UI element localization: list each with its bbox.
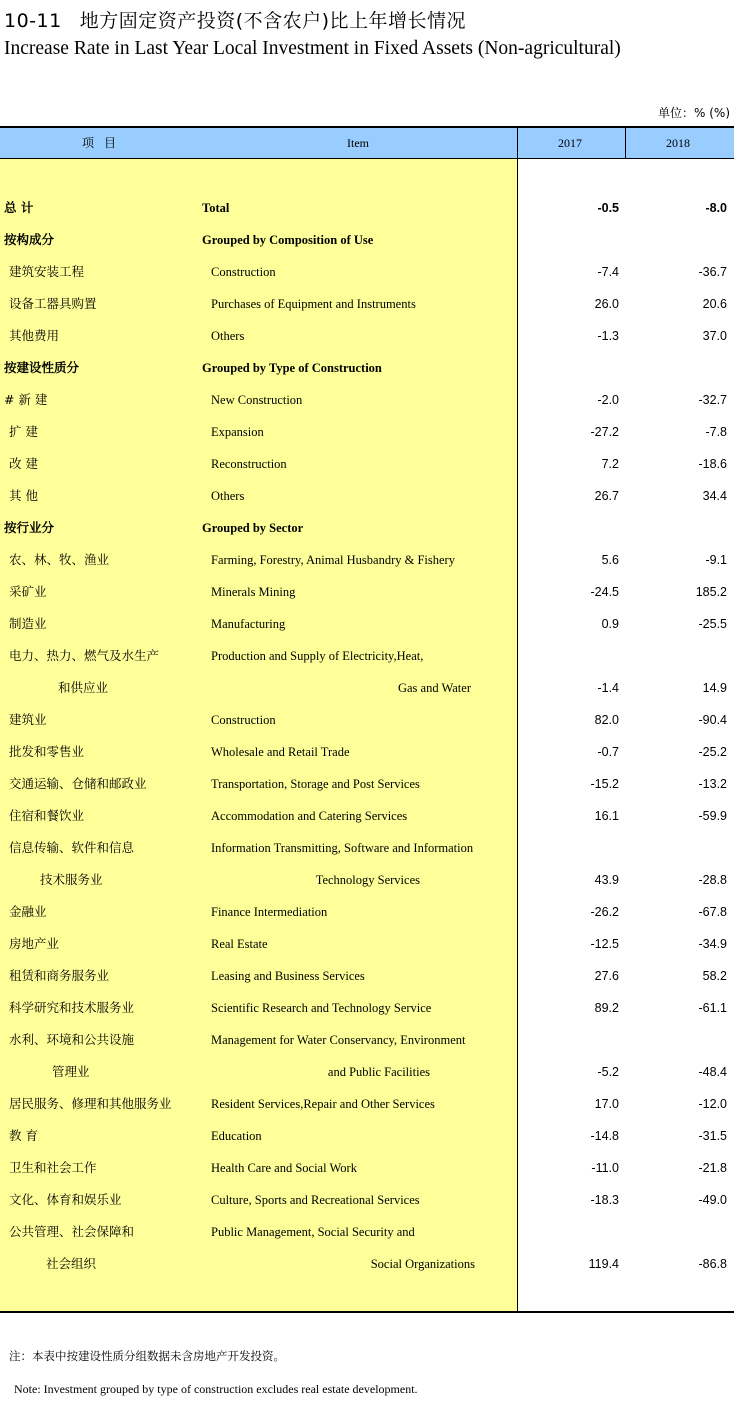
header-year-2017: 2017 <box>558 136 582 150</box>
table-row <box>0 352 734 384</box>
row-label-en: Farming, Forestry, Animal Husbandry & Fishery <box>211 553 455 567</box>
table-row <box>0 1120 734 1152</box>
value-2018: -59.9 <box>698 809 727 823</box>
table-row <box>0 288 734 320</box>
value-2017: -26.2 <box>590 905 619 919</box>
row-label-cn: 制造业 <box>9 616 47 631</box>
header-item-cn: 项目 <box>82 136 127 150</box>
value-2018: 58.2 <box>702 969 727 983</box>
header-item-en: Item <box>347 136 369 150</box>
row-label-cn: 居民服务、修理和其他服务业 <box>9 1096 172 1111</box>
row-label-en: Expansion <box>211 425 264 439</box>
row-label-cn: 电力、热力、燃气及水生产 <box>9 648 160 663</box>
value-2017: -1.3 <box>597 329 619 343</box>
table-row <box>0 928 734 960</box>
table-row <box>0 1248 734 1280</box>
value-2017: 7.2 <box>601 457 619 471</box>
value-2018: -18.6 <box>698 457 727 471</box>
row-label-en: Total <box>202 201 230 215</box>
row-label-cn: 农、林、牧、渔业 <box>9 552 110 567</box>
row-label-cn: 和供应业 <box>58 680 109 695</box>
row-label-en: Finance Intermediation <box>211 905 328 919</box>
row-label-cn: 科学研究和技术服务业 <box>9 1000 135 1015</box>
value-2018: 37.0 <box>702 329 727 343</box>
value-2017: 43.9 <box>594 873 619 887</box>
header-divider <box>517 128 518 158</box>
value-2018: 34.4 <box>702 489 727 503</box>
value-2018: -25.5 <box>698 617 727 631</box>
row-label-cn: 卫生和社会工作 <box>9 1160 97 1175</box>
value-2018: -13.2 <box>698 777 727 791</box>
value-2018: -49.0 <box>698 1193 727 1207</box>
value-2018: -28.8 <box>698 873 727 887</box>
value-2018: -9.1 <box>705 553 727 567</box>
row-label-en: Others <box>211 329 245 343</box>
row-label-cn: 其 他 <box>9 488 38 503</box>
value-2017: 26.0 <box>594 297 619 311</box>
row-label-en: Wholesale and Retail Trade <box>211 745 350 759</box>
row-label-cn: # 新 建 <box>4 392 48 407</box>
row-label-cn: 其他费用 <box>9 328 60 343</box>
row-label-en: Minerals Mining <box>211 585 296 599</box>
row-label-en: Grouped by Composition of Use <box>202 233 374 247</box>
row-label-cn: 采矿业 <box>9 584 47 599</box>
table-row <box>0 704 734 736</box>
table-row <box>0 1152 734 1184</box>
value-2017: -11.0 <box>591 1161 619 1175</box>
row-label-cn: 按行业分 <box>4 520 55 535</box>
row-label-cn: 改 建 <box>9 456 38 471</box>
value-2018: -36.7 <box>698 265 727 279</box>
row-label-cn: 批发和零售业 <box>9 744 85 759</box>
row-label-en: Management for Water Conservancy, Environment <box>211 1033 466 1047</box>
value-2017: -14.8 <box>590 1129 619 1143</box>
value-2018: -8.0 <box>705 201 727 215</box>
page-title-en: Increase Rate in Last Year Local Investment in Fixed Assets (Non-agricultural) <box>4 38 621 59</box>
table-row <box>0 320 734 352</box>
table-row <box>0 608 734 640</box>
row-label-cn: 按构成分 <box>4 232 55 247</box>
value-2018: -31.5 <box>698 1129 727 1143</box>
table-row <box>0 768 734 800</box>
table-row <box>0 1184 734 1216</box>
value-2017: 16.1 <box>594 809 619 823</box>
row-label-en: Leasing and Business Services <box>211 969 365 983</box>
table-row <box>0 192 734 224</box>
header-year-2018: 2018 <box>666 136 690 150</box>
header-divider <box>625 128 626 158</box>
row-label-en: Information Transmitting, Software and Information <box>211 841 474 855</box>
footnote-en: Note: Investment grouped by type of construction excludes real estate development. <box>14 1382 418 1396</box>
row-label-en: Scientific Research and Technology Service <box>211 1001 432 1015</box>
value-2017: -1.4 <box>597 681 619 695</box>
row-label-en: Construction <box>211 713 276 727</box>
row-label-cn: 房地产业 <box>9 936 60 951</box>
row-label-en: Education <box>211 1129 262 1143</box>
row-label-cn: 管理业 <box>52 1064 90 1079</box>
value-2017: -2.0 <box>597 393 619 407</box>
row-label-cn: 建筑安装工程 <box>9 264 85 279</box>
row-label-cn: 租赁和商务服务业 <box>9 968 110 983</box>
table-row <box>0 224 734 256</box>
table-row <box>0 256 734 288</box>
table-row <box>0 800 734 832</box>
value-2018: 185.2 <box>695 585 727 599</box>
row-label-cn: 交通运输、仓储和邮政业 <box>9 776 147 791</box>
row-label-cn: 教 育 <box>9 1128 38 1143</box>
row-label-en: Construction <box>211 265 276 279</box>
table-row <box>0 384 734 416</box>
row-label-en: Transportation, Storage and Post Services <box>211 777 420 791</box>
table-row <box>0 1216 734 1248</box>
table-row <box>0 480 734 512</box>
table-row <box>0 512 734 544</box>
value-2018: -7.8 <box>705 425 727 439</box>
row-label-cn: 社会组织 <box>46 1256 97 1271</box>
row-label-en: Reconstruction <box>211 457 287 471</box>
table-row <box>0 544 734 576</box>
row-label-cn: 金融业 <box>9 904 47 919</box>
table-number: 10-11 <box>4 10 62 32</box>
row-label-en: Manufacturing <box>211 617 286 631</box>
row-label-cn: 水利、环境和公共设施 <box>9 1032 135 1047</box>
row-label-en: Real Estate <box>211 937 268 951</box>
value-2018: -34.9 <box>698 937 727 951</box>
row-label-en: Technology Services <box>315 873 420 887</box>
table-row <box>0 1056 734 1088</box>
value-2017: 26.7 <box>594 489 619 503</box>
value-2017: -0.7 <box>597 745 619 759</box>
row-label-cn: 技术服务业 <box>40 872 103 887</box>
value-2018: -67.8 <box>698 905 727 919</box>
table-row <box>0 864 734 896</box>
table-row <box>0 640 734 672</box>
page-title-cn <box>4 6 466 33</box>
row-label-cn: 信息传输、软件和信息 <box>9 840 135 855</box>
row-label-en: Others <box>211 489 245 503</box>
value-2018: -48.4 <box>698 1065 727 1079</box>
value-2018: -90.4 <box>698 713 727 727</box>
value-2018: -12.0 <box>698 1097 727 1111</box>
row-label-cn: 建筑业 <box>9 712 47 727</box>
table-row <box>0 896 734 928</box>
table-row <box>0 1024 734 1056</box>
table-row <box>0 960 734 992</box>
footnote-cn: 注：本表中按建设性质分组数据未含房地产开发投资。 <box>9 1349 285 1363</box>
row-label-en: Grouped by Type of Construction <box>202 361 382 375</box>
row-label-en: Production and Supply of Electricity,Heat, <box>211 649 424 663</box>
row-label-en: Health Care and Social Work <box>211 1161 357 1175</box>
table-header <box>0 128 734 159</box>
row-label-en: Accommodation and Catering Services <box>211 809 408 823</box>
value-2017: 82.0 <box>594 713 619 727</box>
row-label-cn: 总 计 <box>4 200 34 215</box>
value-2018: -61.1 <box>698 1001 727 1015</box>
table-row <box>0 736 734 768</box>
table-row <box>0 448 734 480</box>
unit-label: 单位：% (%) <box>658 106 730 120</box>
row-label-en: Resident Services,Repair and Other Services <box>211 1097 435 1111</box>
row-label-cn: 住宿和餐饮业 <box>9 808 85 823</box>
row-label-en: and Public Facilities <box>327 1065 430 1079</box>
row-label-en: New Construction <box>211 393 303 407</box>
row-label-en: Gas and Water <box>397 681 471 695</box>
value-2017: -0.5 <box>597 201 619 215</box>
value-2018: -32.7 <box>698 393 727 407</box>
value-2017: -15.2 <box>590 777 619 791</box>
row-label-cn: 文化、体育和娱乐业 <box>9 1192 122 1207</box>
value-2017: 119.4 <box>588 1257 619 1271</box>
table-row <box>0 672 734 704</box>
value-2018: 14.9 <box>702 681 727 695</box>
table-row <box>0 416 734 448</box>
row-label-cn: 按建设性质分 <box>4 360 80 375</box>
table-row <box>0 1088 734 1120</box>
value-2017: 17.0 <box>594 1097 619 1111</box>
value-2018: 20.6 <box>702 297 727 311</box>
value-2017: 5.6 <box>601 553 619 567</box>
value-2017: -12.5 <box>590 937 619 951</box>
table-row <box>0 576 734 608</box>
row-label-en: Public Management, Social Security and <box>211 1225 415 1239</box>
value-2018: -21.8 <box>698 1161 727 1175</box>
data-table <box>0 126 734 1313</box>
value-2018: -25.2 <box>698 745 727 759</box>
value-2017: 27.6 <box>594 969 619 983</box>
row-label-en: Culture, Sports and Recreational Services <box>211 1193 420 1207</box>
title-cn-text: 地方固定资产投资(不含农户)比上年增长情况 <box>79 10 467 32</box>
row-label-cn: 扩 建 <box>9 424 38 439</box>
row-label-en: Grouped by Sector <box>202 521 304 535</box>
table-row <box>0 832 734 864</box>
value-2017: -27.2 <box>590 425 619 439</box>
row-label-en: Social Organizations <box>370 1257 475 1271</box>
value-2017: -7.4 <box>597 265 619 279</box>
value-2017: -24.5 <box>590 585 619 599</box>
value-2017: -18.3 <box>590 1193 619 1207</box>
value-2017: -5.2 <box>597 1065 619 1079</box>
row-label-en: Purchases of Equipment and Instruments <box>211 297 416 311</box>
value-2017: 0.9 <box>601 617 619 631</box>
row-label-cn: 公共管理、社会保障和 <box>9 1224 135 1239</box>
row-label-cn: 设备工器具购置 <box>9 296 97 311</box>
value-2018: -86.8 <box>698 1257 727 1271</box>
value-2017: 89.2 <box>594 1001 619 1015</box>
table-body <box>0 192 734 1280</box>
table-row <box>0 992 734 1024</box>
